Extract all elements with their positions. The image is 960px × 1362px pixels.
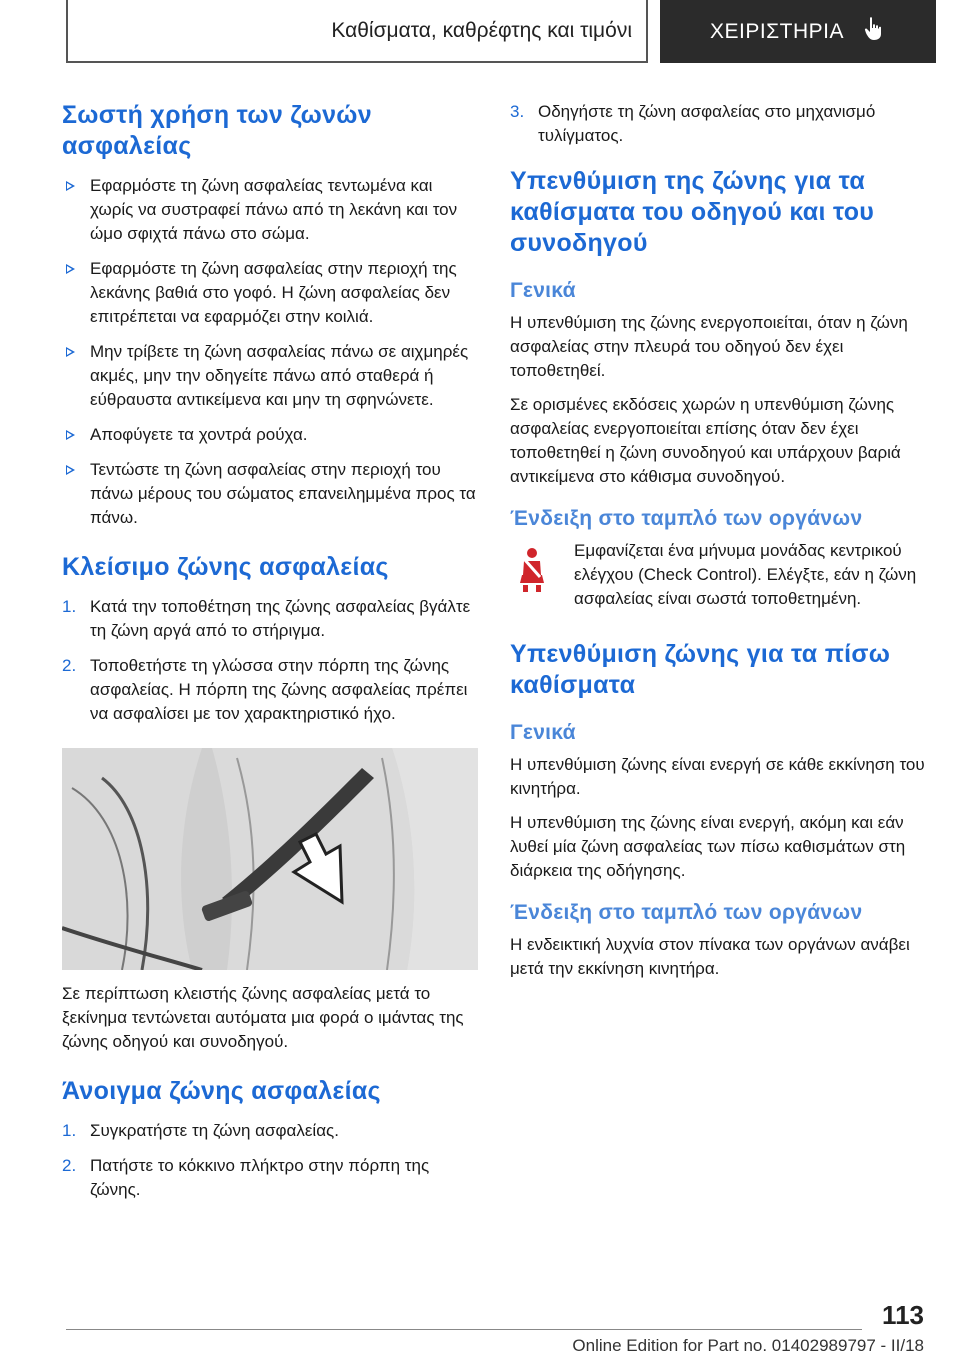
- bullet-triangle-icon: [66, 264, 75, 274]
- seatbelt-buckle-illustration: [62, 748, 478, 970]
- step-number: 1.: [62, 597, 77, 616]
- list-item-text: Εφαρμόστε τη ζώνη ασφαλείας τεντωμένα και χωρίς να συστραφεί πάνω από τη λεκάνη και τον ώμο σφιχτά πάνω στο σώμα.: [90, 176, 458, 243]
- list-item-text: Αποφύγετε τα χοντρά ρούχα.: [90, 425, 308, 444]
- step-text: Συγκρατήστε τη ζώνη ασφαλείας.: [90, 1121, 339, 1140]
- list-item-text: Τεντώστε τη ζώνη ασφαλείας στην περιοχή του πάνω μέρους του σώματος επανειλημμένα προς τα πάνω.: [90, 460, 476, 527]
- opening-steps-continued: [510, 100, 926, 148]
- step-number: 3.: [510, 102, 525, 121]
- heading-locking: Κλείσιμο ζώνης ασφαλείας: [62, 553, 389, 581]
- left-column: [62, 100, 478, 1224]
- step-item: [62, 1154, 478, 1202]
- heading-correct-use: Σωστή χρήση των ζωνών ασφαλείας: [62, 101, 372, 160]
- indicator-text: Εμφανίζεται ένα μήνυμα μονάδας κεντρικού ελέγχου (Check Control). Ελέγξτε, εάν η ζώνη ασφαλείας είναι σωστά τοποθετημένη.: [574, 541, 917, 608]
- subheading-indicator: Ένδειξη στο ταμπλό των οργάνων: [510, 507, 863, 530]
- step-item: [62, 1119, 478, 1143]
- heading-opening: Άνοιγμα ζώνης ασφαλείας: [62, 1077, 381, 1105]
- step-item: [62, 595, 478, 643]
- bullet-triangle-icon: [66, 430, 75, 440]
- chapter-tab[interactable]: [660, 0, 936, 63]
- heading-front-reminder: Υπενθύμιση της ζώνης για τα καθίσματα του οδηγού και του συνοδηγού: [510, 167, 875, 257]
- list-item-text: Μην τρίβετε τη ζώνη ασφαλείας πάνω σε αιχμηρές ακμές, μην την οδηγείτε πάνω από σταθερά ή εύθραυστα αντικείμενα και μην τη σφηνώνετε.: [90, 342, 469, 409]
- step-text: Κατά την τοποθέτηση της ζώνης ασφαλείας βγάλτε τη ζώνη αργά από το στήριγμα.: [90, 597, 471, 640]
- edition-note: Online Edition for Part no. 01402989797 - II/18: [572, 1336, 924, 1355]
- list-item: [62, 340, 478, 412]
- subheading-indicator: Ένδειξη στο ταμπλό των οργάνων: [510, 901, 863, 924]
- chapter-tab-label: ΧΕΙΡΙΣΤΗΡΙΑ: [709, 19, 844, 43]
- step-item: [62, 654, 478, 726]
- list-item: [62, 174, 478, 246]
- hand-pointer-icon: [862, 16, 886, 48]
- section-title: Καθίσματα, καθρέφτης και τιμόνι: [331, 18, 632, 42]
- correct-use-list: [62, 174, 478, 530]
- step-number: 2.: [62, 1156, 77, 1175]
- paragraph: Η υπενθύμιση της ζώνης ενεργοποιείται, όταν η ζώνη ασφαλείας στην πλευρά του οδηγού δεν έχει τοποθετηθεί.: [510, 313, 908, 380]
- step-text: Οδηγήστε τη ζώνη ασφαλείας στο μηχανισμό τυλίγματος.: [538, 102, 876, 145]
- list-item: [62, 257, 478, 329]
- locking-steps: [62, 595, 478, 726]
- running-header: [66, 0, 648, 63]
- step-text: Τοποθετήστε τη γλώσσα στην πόρπη της ζώνης ασφαλείας. Η πόρπη της ζώνης ασφαλείας πρέπει να ασφαλίσει με τον χαρακτηριστικό ήχο.: [90, 656, 468, 723]
- step-text: Πατήστε το κόκκινο πλήκτρο στην πόρπη της ζώνης.: [90, 1156, 430, 1199]
- footer-divider: [66, 1329, 862, 1330]
- seatbelt-warning-icon: [510, 547, 554, 598]
- indicator-block: [510, 539, 926, 611]
- list-item-text: Εφαρμόστε τη ζώνη ασφαλείας στην περιοχή της λεκάνης βαθιά στο γοφό. Η ζώνη ασφαλείας δεν επιτρέπεται να εφαρμόζει στην κοιλιά.: [90, 259, 457, 326]
- step-number: 1.: [62, 1121, 77, 1140]
- paragraph: Σε ορισμένες εκδόσεις χωρών η υπενθύμιση ζώνης ασφαλείας ενεργοποιείται επίσης όταν δεν έχει τοποθετηθεί η ζώνη συνοδηγού και υπάρχουν βαριά αντικείμενα στο κάθισμα συνοδηγού.: [510, 395, 901, 486]
- paragraph: Η υπενθύμιση της ζώνης είναι ενεργή, ακόμη και εάν λυθεί μία ζώνη ασφαλείας των πίσω καθισμάτων στη διάρκεια της οδήγησης.: [510, 813, 906, 880]
- bullet-triangle-icon: [66, 465, 75, 475]
- list-item: [62, 458, 478, 530]
- bullet-triangle-icon: [66, 181, 75, 191]
- subheading-general: Γενικά: [510, 279, 576, 302]
- subheading-general: Γενικά: [510, 721, 576, 744]
- list-item: [62, 423, 478, 447]
- paragraph: Η υπενθύμιση ζώνης είναι ενεργή σε κάθε εκκίνηση του κινητήρα.: [510, 755, 925, 798]
- figure-caption: Σε περίπτωση κλειστής ζώνης ασφαλείας μετά το ξεκίνημα τεντώνεται αυτόματα μια φορά ο ιμάντας της ζώνης οδηγού και συνοδηγού.: [62, 984, 464, 1051]
- opening-steps: [62, 1119, 478, 1202]
- page-number: 113: [882, 1300, 924, 1330]
- heading-rear-reminder: Υπενθύμιση ζώνης για τα πίσω καθίσματα: [510, 640, 891, 699]
- paragraph: Η ενδεικτική λυχνία στον πίνακα των οργάνων ανάβει μετά την εκκίνηση κινητήρα.: [510, 935, 910, 978]
- step-number: 2.: [62, 656, 77, 675]
- bullet-triangle-icon: [66, 347, 75, 357]
- step-item: [510, 100, 926, 148]
- right-column: [510, 100, 926, 991]
